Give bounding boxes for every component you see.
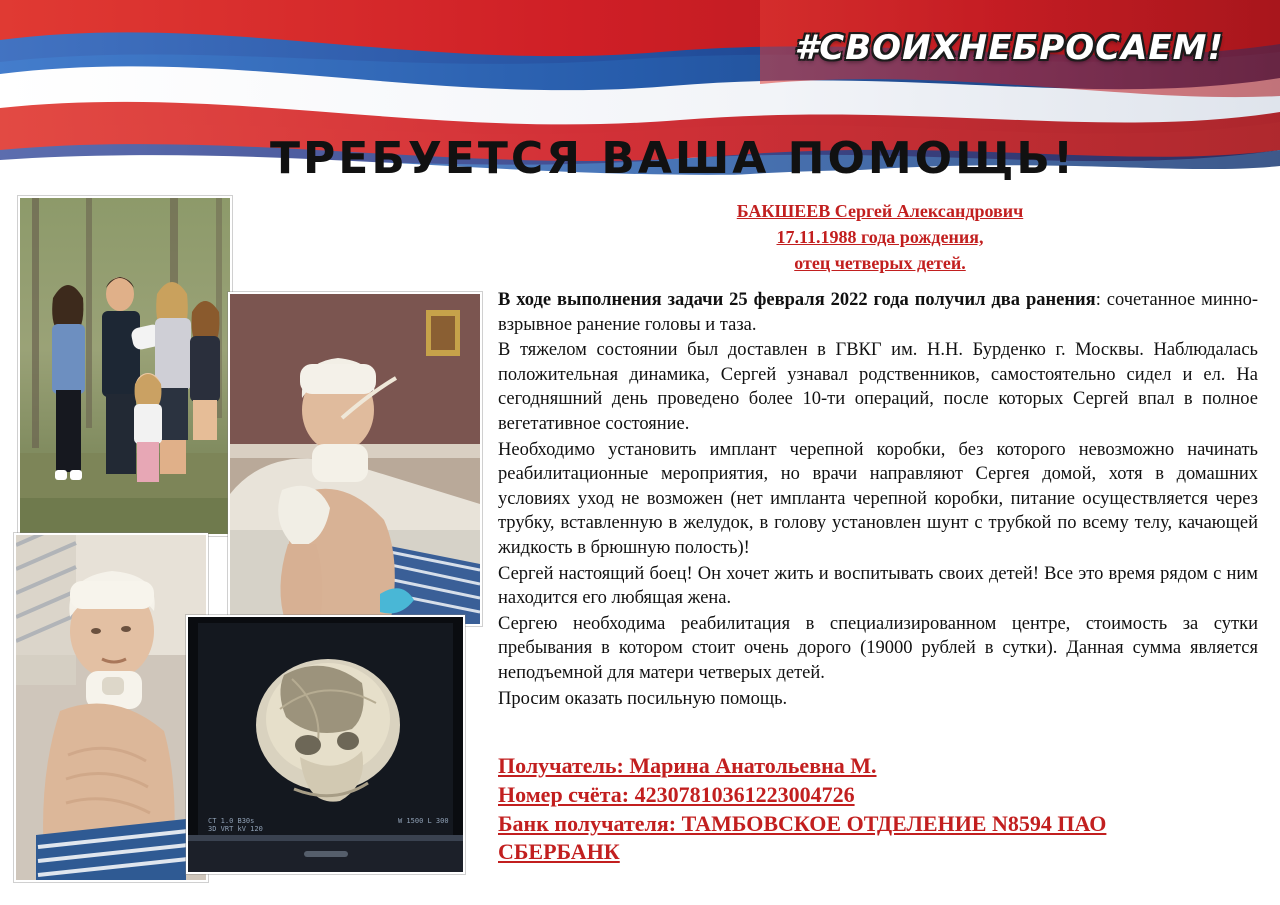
ct-scan-photo-image [188,617,463,872]
family-photo-image [20,198,230,534]
body-paragraph: Сергею необходима реабилитация в специализированном центре, стоимость за сутки пребывания в котором стоит очень дорого (19000 рублей в сутки). Данная сумма является неподъемной для матери четверых детей. [498,613,1258,683]
svg-text:CT 1.0 B30s: CT 1.0 B30s [208,817,255,825]
body-lead-bold: В ходе выполнения задачи 25 февраля 2022 года получил два ранения [498,290,1096,310]
payment-account-number: Номер счёта: 42307810361223004726 [498,782,855,808]
body-paragraph: Необходимо установить имплант черепной коробки, без которого невозможно начинать реабилитационные мероприятия, но врачи направляют Сергея домой, хотя в домашних условиях уход не возможен (нет импланта черепной коробки, питание осуществляется через трубку, вставленную в желудок, в голову установлен шунт с трубкой по всему телу, качающей жидкость в брюшную полость)! [498,439,1258,558]
body-paragraph: Сергей настоящий боец! Он хочет жить и воспитывать своих детей! Все это время рядом с ним находится его любящая жена. [498,563,1258,609]
subject-role: отец четверых детей. [794,253,966,274]
subject-name: БАКШЕЕВ Сергей Александрович [736,201,1024,221]
subject-block [500,198,1260,276]
svg-text:W 1500 L 300: W 1500 L 300 [398,817,449,825]
hospital-photo [228,292,482,626]
body-lead [498,288,1258,337]
patient-photo-image [16,535,206,880]
ct-scan-photo [186,615,465,874]
body-lead-rest: : сочетанное минно-взрывное ранение головы и таза. [498,290,1258,335]
body-text [498,288,1258,712]
payment-bank: Банк получателя: ТАМБОВСКОЕ ОТДЕЛЕНИЕ N8594 ПАО СБЕРБАНК [498,811,1107,865]
hospital-photo-image [230,294,480,624]
subject-birth: 17.11.1988 года рождения, [776,227,984,248]
family-photo [18,196,232,536]
patient-photo [14,533,208,882]
body-paragraph: Просим оказать посильную помощь. [498,688,788,709]
body-paragraph: В тяжелом состоянии был доставлен в ГВКГ им. Н.Н. Бурденко г. Москвы. Наблюдалась положительная динамика, Сергей узнавал родственников, самостоятельно сидел и ел. На сегодняшний день проведено более 10-ти операций, после которых Сергей впал в полное вегетативное состояние. [498,340,1258,434]
payment-recipient: Получатель: Марина Анатольевна М. [498,753,877,778]
svg-text:3D VRT kV 120: 3D VRT kV 120 [208,825,263,833]
payment-details [498,752,1198,868]
page-title: ТРЕБУЕТСЯ ВАША ПОМОЩЬ! [270,133,1077,184]
hashtag-text: #СВОИХНЕБРОСАЕМ! [794,28,1224,68]
